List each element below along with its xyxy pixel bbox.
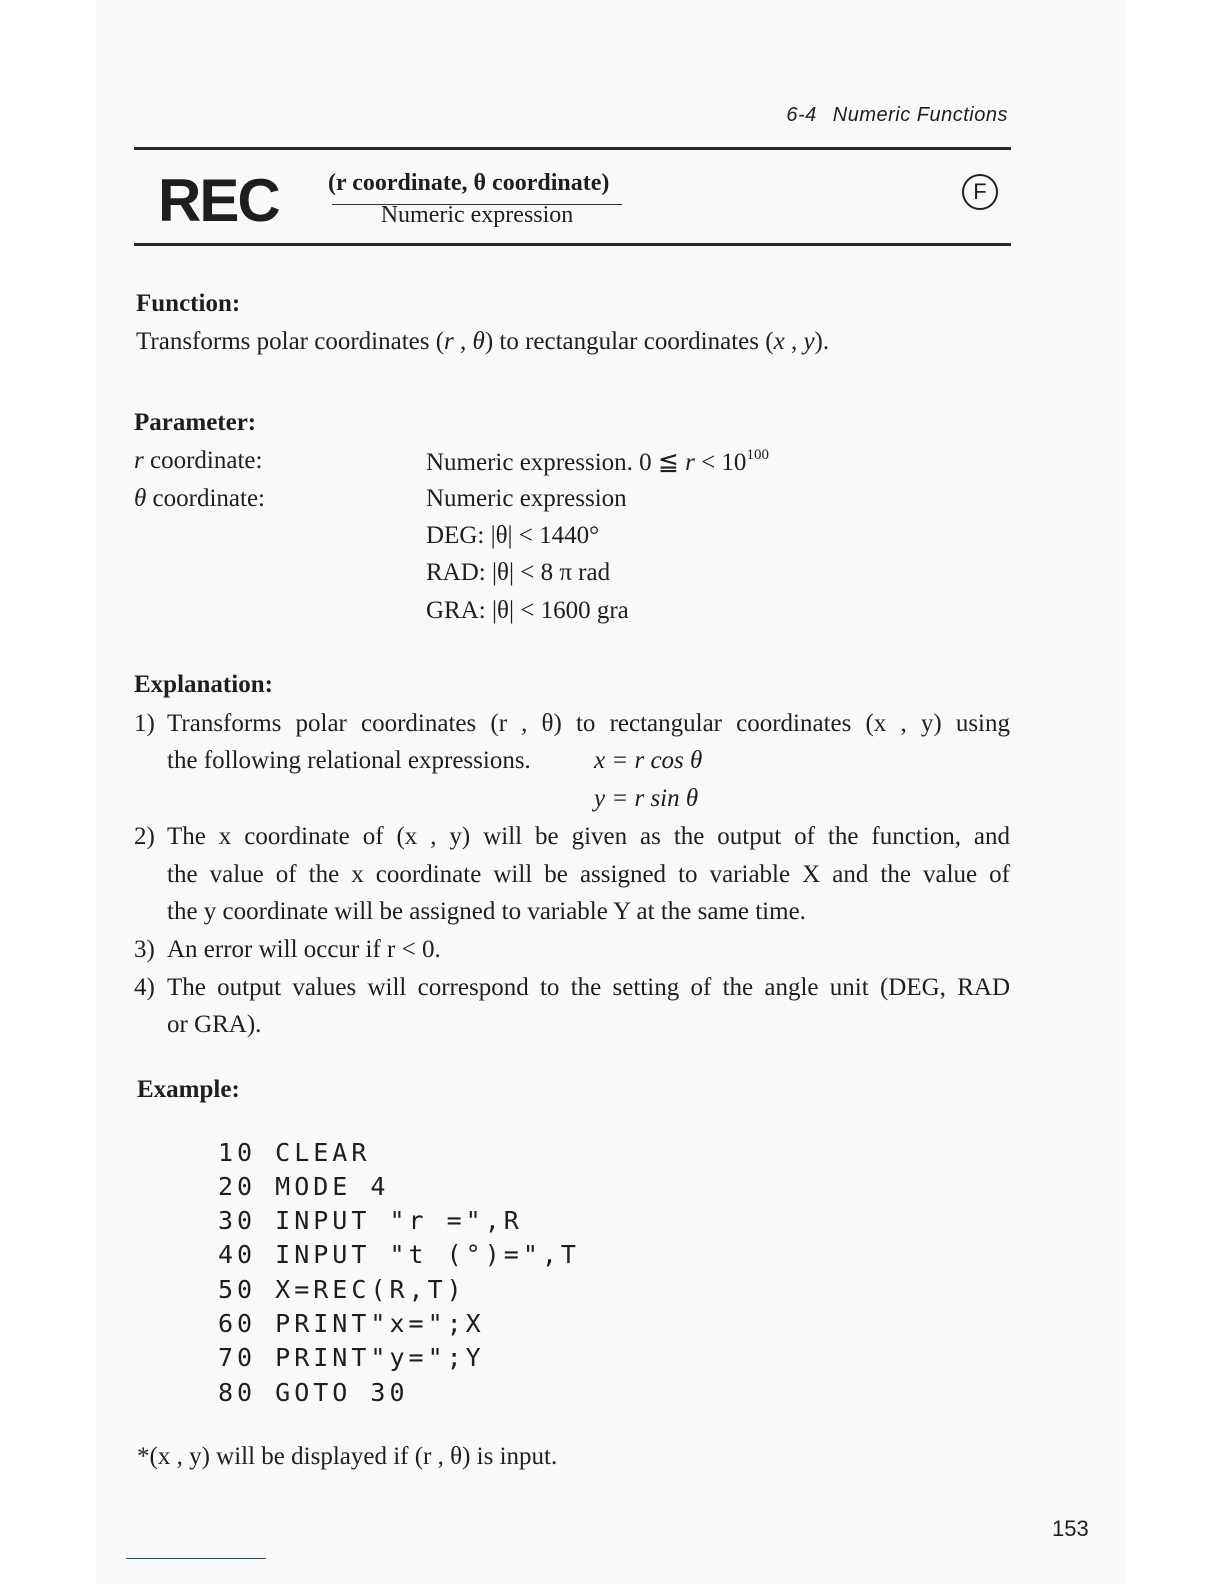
explanation-item-1-number: 1): [134, 710, 155, 737]
explanation-item-2-line-2: the value of the x coordinate will be assigned to variable X and the value of: [167, 861, 1010, 888]
code-line: 50 X=REC(R,T): [218, 1275, 466, 1304]
explanation-item-4-line-1: The output values will correspond to the setting of the angle unit (DEG, RAD: [167, 974, 1010, 1001]
explanation-item-1-line-2: the following relational expressions.: [167, 747, 531, 774]
code-line: 70 PRINT"y=";Y: [218, 1343, 485, 1372]
explanation-title: Explanation:: [134, 671, 273, 698]
param-theta-label: θ coordinate:: [134, 485, 265, 512]
parameter-title: Parameter:: [134, 409, 257, 436]
param-theta-desc: Numeric expression: [426, 485, 627, 512]
param-r-desc: Numeric expression. 0 ≦ $r < 10^{100}$: [426, 447, 769, 476]
section-number: 6-4: [786, 104, 817, 126]
param-r-label: r coordinate:: [134, 447, 263, 474]
explanation-item-3-number: 3): [134, 936, 155, 963]
function-badge: F: [962, 174, 998, 210]
param-gra-range: GRA: |θ| < 1600 gra: [426, 597, 629, 624]
param-rad-range: RAD: |θ| < 8 π rad: [426, 559, 611, 586]
bottom-rule: [134, 243, 1011, 246]
function-text: Transforms polar coordinates (r , θ) to rectangular coordinates (x , y).: [136, 328, 830, 355]
code-line: 20 MODE 4: [218, 1172, 390, 1201]
explanation-item-3-line-1: An error will occur if r < 0.: [167, 936, 441, 963]
top-rule: [134, 147, 1011, 150]
function-title: Function:: [136, 290, 241, 317]
param-deg-range: DEG: |θ| < 1440°: [426, 522, 600, 549]
command-name: REC: [158, 167, 279, 234]
bottom-underline: [126, 1558, 266, 1559]
equation-x: x = r cos θ: [594, 747, 703, 774]
code-line: 80 GOTO 30: [218, 1378, 409, 1407]
example-note: *(x , y) will be displayed if (r , θ) is input.: [137, 1443, 558, 1470]
explanation-item-2-line-1: The x coordinate of (x , y) will be given as the output of the function, and: [167, 823, 1010, 850]
explanation-item-2-number: 2): [134, 823, 155, 850]
code-line: 10 CLEAR: [218, 1138, 371, 1167]
running-header: [786, 104, 1008, 127]
section-title: Numeric Functions: [832, 104, 1008, 126]
command-return-type: Numeric expression: [380, 202, 574, 228]
code-line: 30 INPUT "r =",R: [218, 1206, 523, 1235]
page-number: 153: [1052, 1516, 1089, 1541]
explanation-item-2-line-3: the y coordinate will be assigned to variable Y at the same time.: [167, 898, 806, 925]
explanation-item-4-number: 4): [134, 974, 155, 1001]
code-line: 40 INPUT "t (°)=",T: [218, 1240, 580, 1269]
example-title: Example:: [137, 1076, 240, 1103]
explanation-item-4-line-2: or GRA).: [167, 1011, 262, 1038]
explanation-item-1-line-1: Transforms polar coordinates (r , θ) to rectangular coordinates (x , y) using: [167, 710, 1010, 737]
command-arguments: (r coordinate, θ coordinate): [328, 170, 610, 196]
code-line: 60 PRINT"x=";X: [218, 1309, 485, 1338]
equation-y: y = r sin θ: [594, 785, 699, 812]
